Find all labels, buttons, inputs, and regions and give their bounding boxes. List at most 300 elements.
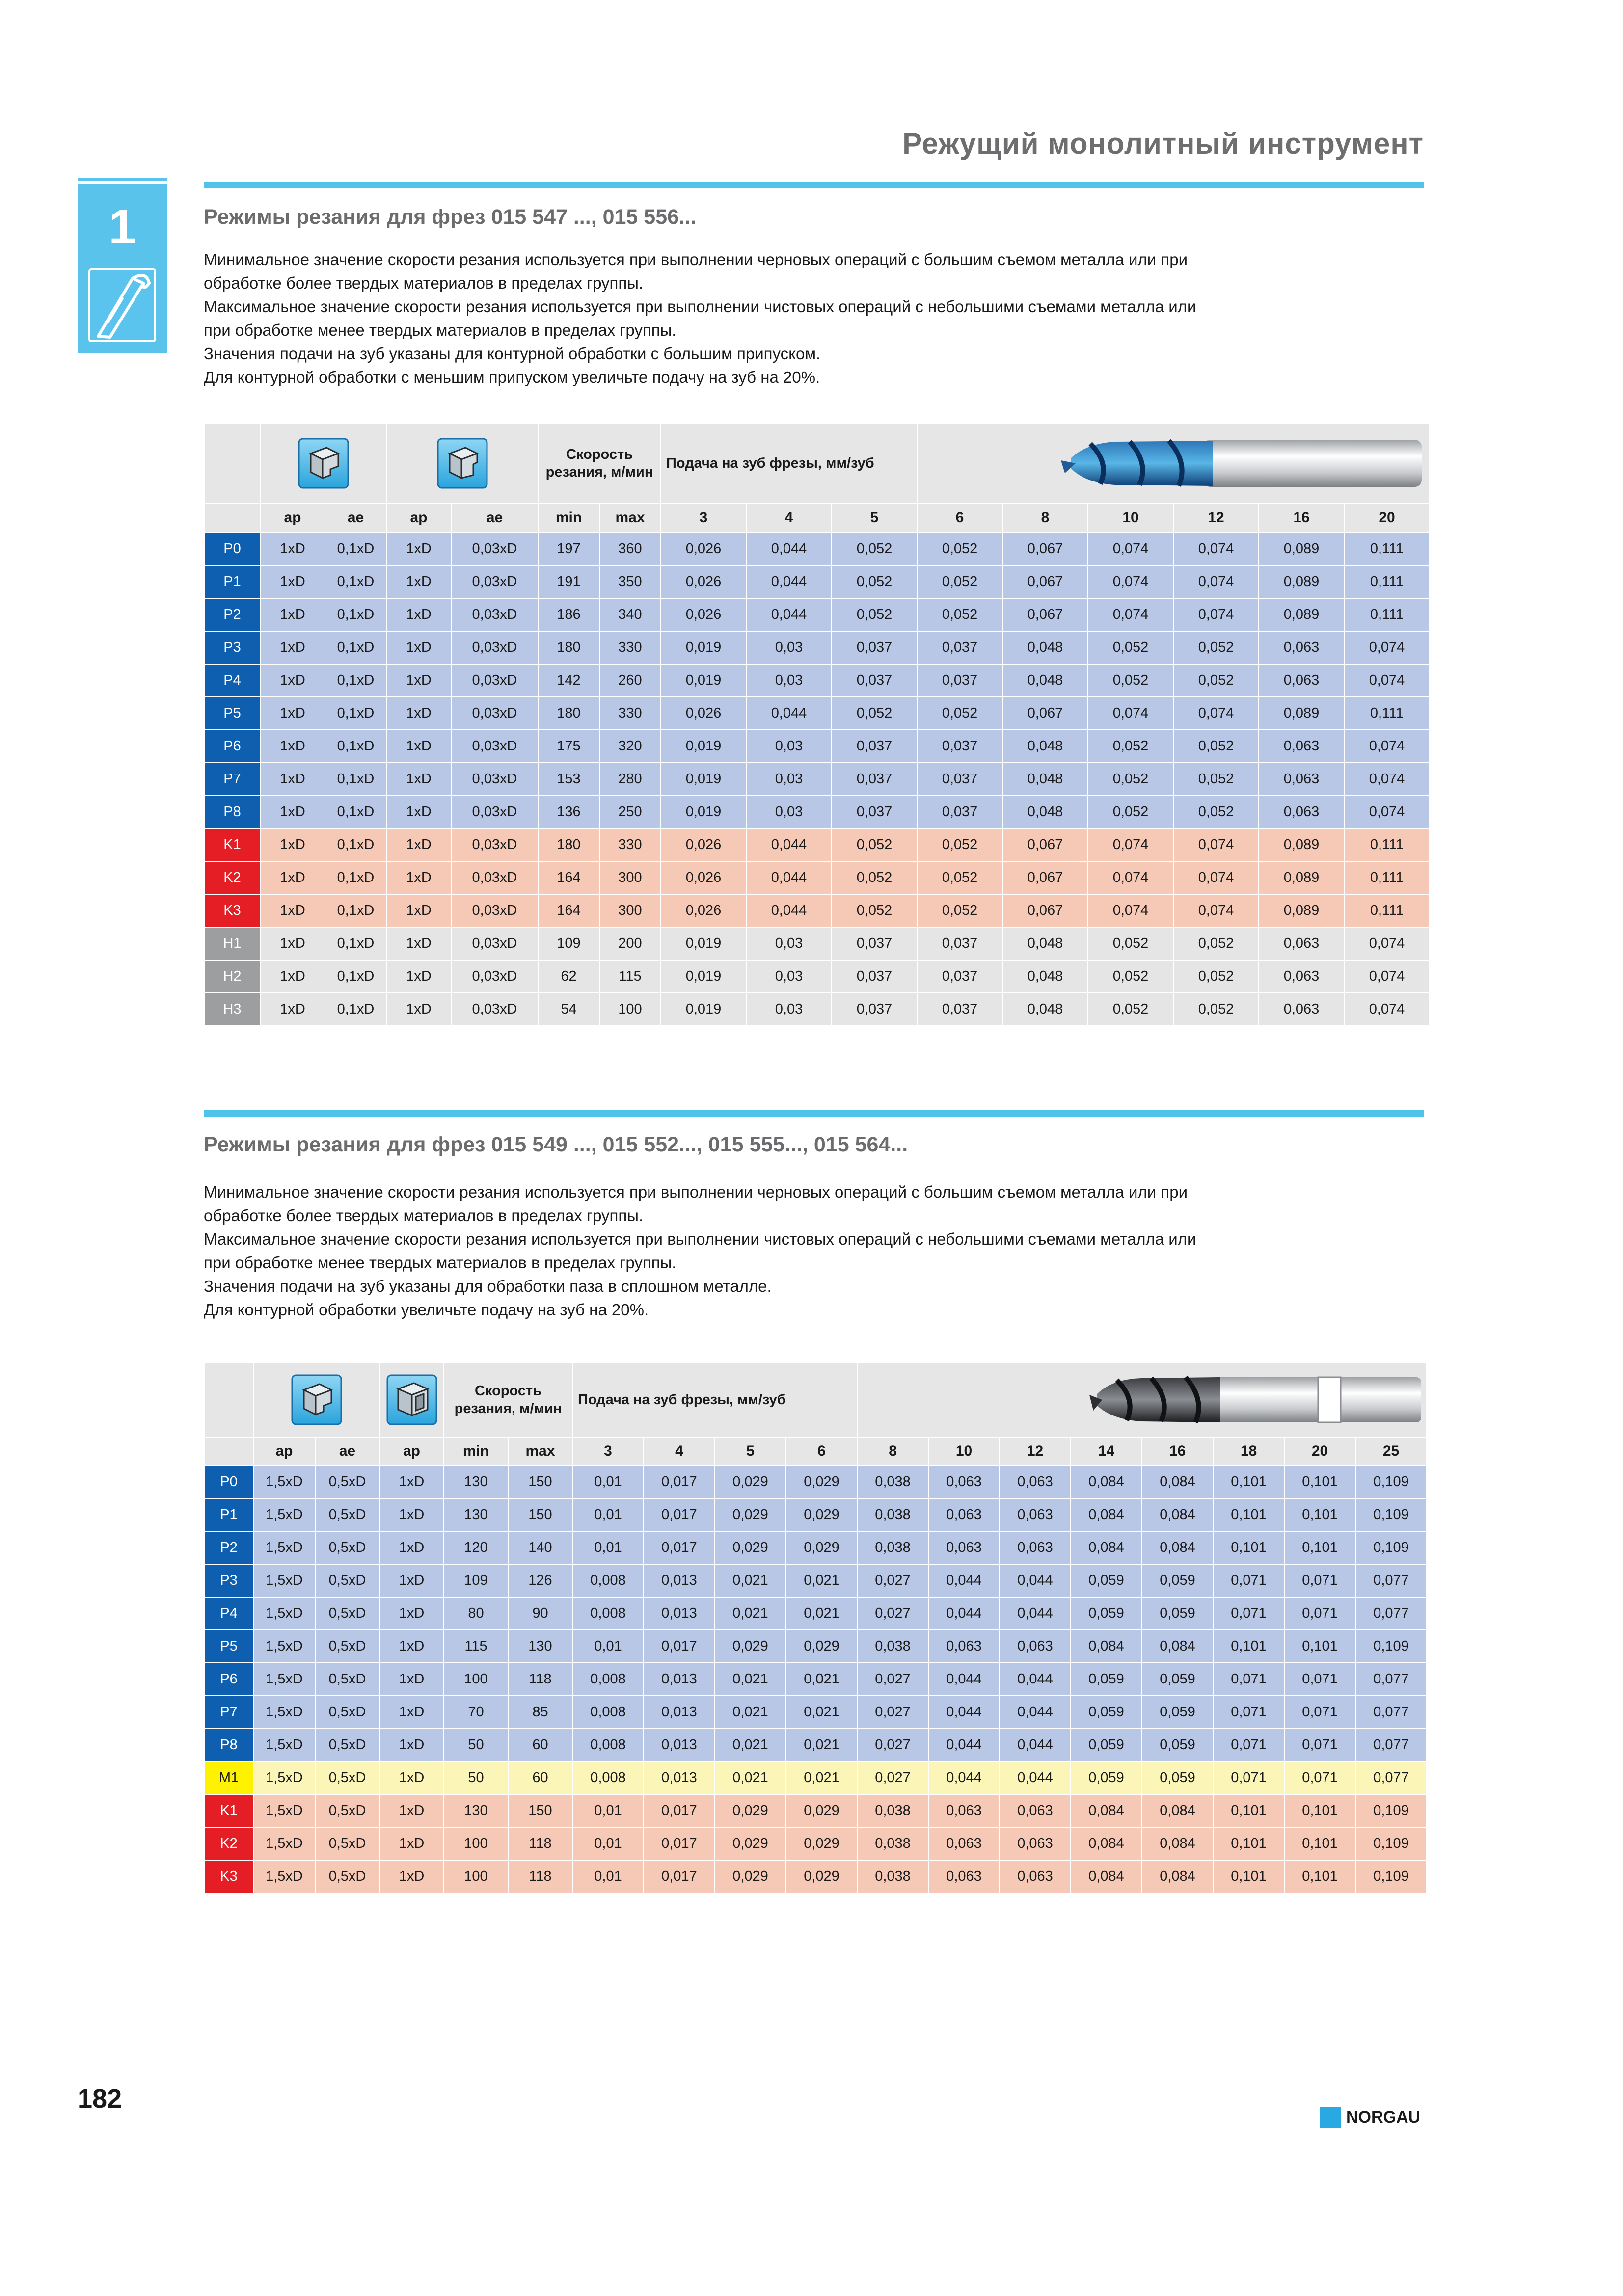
table2-cell: 0,059: [1142, 1597, 1213, 1630]
table2-cell: 0,059: [1142, 1564, 1213, 1597]
table1-material-code: K1: [204, 828, 260, 861]
table2-material-code: P6: [204, 1663, 253, 1696]
table1-cell: 0,052: [1088, 763, 1173, 796]
table2-row: [204, 1794, 1427, 1827]
table1-material-code: K2: [204, 861, 260, 894]
table2-cell: 0,044: [1000, 1597, 1071, 1630]
table1-cell: 0,111: [1344, 598, 1430, 631]
table2-cell: 0,084: [1142, 1498, 1213, 1531]
table1-cell: 350: [599, 565, 661, 598]
table2-cell: 0,071: [1284, 1729, 1355, 1762]
table1-cell: 1xD: [386, 730, 451, 763]
table2-cell: 0,044: [928, 1762, 1000, 1794]
table1-cell: 0,052: [1173, 763, 1259, 796]
table2-cell: 140: [508, 1531, 572, 1564]
table2-cell: 115: [444, 1630, 508, 1663]
table1-cell: 0,037: [917, 763, 1002, 796]
table2-cell: 1xD: [379, 1531, 444, 1564]
table2-cell: 0,5xD: [315, 1466, 379, 1498]
table1-cell: 0,089: [1259, 894, 1344, 927]
table1-cell: 0,026: [661, 894, 746, 927]
table2-cell: 0,071: [1213, 1696, 1284, 1729]
table1-row: [204, 533, 1430, 565]
table1-cell: 0,1xD: [325, 697, 386, 730]
table1-code-header: [204, 503, 260, 533]
table1-cell: 164: [538, 861, 599, 894]
section2-title: Режимы резания для фрез 015 549 ..., 015 552..., 015 555..., 015 564...: [204, 1133, 908, 1156]
table2-row: [204, 1564, 1427, 1597]
table1-cell: 0,048: [1002, 993, 1088, 1026]
table1-corner-cell: [204, 424, 260, 503]
table2-cell: 130: [444, 1466, 508, 1498]
table2-cell: 0,044: [1000, 1696, 1071, 1729]
table2-cell: 0,017: [644, 1466, 715, 1498]
table1-cell: 0,1xD: [325, 960, 386, 993]
table1-cell: 0,037: [917, 631, 1002, 664]
table1-cell: 0,03xD: [451, 631, 538, 664]
table1-column-header: 20: [1344, 503, 1430, 533]
table1-cell: 1xD: [260, 861, 325, 894]
table2-cell: 100: [444, 1860, 508, 1893]
table2-cell: 0,029: [786, 1531, 857, 1564]
table2-speed-header: Скорость резания, м/мин: [444, 1362, 572, 1437]
table2-cell: 0,029: [786, 1860, 857, 1893]
table1-cell: 0,03xD: [451, 664, 538, 697]
table1-cell: 0,026: [661, 533, 746, 565]
table1-cell: 0,063: [1259, 796, 1344, 828]
table2-cell: 0,071: [1213, 1729, 1284, 1762]
table1-material-code: K3: [204, 894, 260, 927]
table1-cell: 191: [538, 565, 599, 598]
section2-description-line: обработке более твердых материалов в пределах группы.: [204, 1206, 644, 1225]
table2-cell: 0,038: [857, 1860, 928, 1893]
table1-cell: 0,026: [661, 565, 746, 598]
table1-cell: 0,111: [1344, 894, 1430, 927]
table1-column-header: 8: [1002, 503, 1088, 533]
table2-cell: 0,027: [857, 1696, 928, 1729]
table2-row: [204, 1630, 1427, 1663]
table2-cell: 1xD: [379, 1663, 444, 1696]
table2-cell: 118: [508, 1860, 572, 1893]
table1-cell: 0,037: [832, 960, 917, 993]
table1-cell: 0,074: [1088, 533, 1173, 565]
table2-cell: 0,008: [572, 1696, 644, 1729]
table2-material-code: P8: [204, 1729, 253, 1762]
table2-cell: 0,021: [786, 1696, 857, 1729]
table1-material-code: P8: [204, 796, 260, 828]
table1-cell: 0,063: [1259, 927, 1344, 960]
table2-material-code: P3: [204, 1564, 253, 1597]
chapter-number: 1: [108, 199, 136, 254]
table2-cell: 0,084: [1071, 1630, 1142, 1663]
table2-cell: 0,021: [715, 1663, 786, 1696]
table2-cell: 0,109: [1355, 1827, 1427, 1860]
table2-cell: 0,071: [1284, 1663, 1355, 1696]
table2-cell: 0,063: [928, 1794, 1000, 1827]
table1-column-header: ap: [260, 503, 325, 533]
table2-row: [204, 1860, 1427, 1893]
table2-cell: 0,017: [644, 1860, 715, 1893]
table2-cell: 0,017: [644, 1827, 715, 1860]
section1-description-line: Значения подачи на зуб указаны для контурной обработки с большим припуском.: [204, 345, 821, 363]
section2-description-line: Значения подачи на зуб указаны для обработки паза в сплошном металле.: [204, 1277, 772, 1295]
table2-cell: 0,071: [1284, 1696, 1355, 1729]
table2-cell: 1,5xD: [253, 1762, 315, 1794]
table2-material-code: P2: [204, 1531, 253, 1564]
mill-tool-icon: [88, 268, 156, 342]
table2-body: [204, 1466, 1427, 1893]
table2-material-code: P1: [204, 1498, 253, 1531]
table2-cell: 0,077: [1355, 1762, 1427, 1794]
table1-cell: 0,089: [1259, 697, 1344, 730]
table1-cell: 0,067: [1002, 533, 1088, 565]
shoulder-milling-icon: [436, 437, 489, 490]
table2-cell: 80: [444, 1597, 508, 1630]
table1-cell: 330: [599, 631, 661, 664]
table1-cell: 0,026: [661, 828, 746, 861]
table2-cell: 1xD: [379, 1729, 444, 1762]
table1-cell: 0,1xD: [325, 565, 386, 598]
table1-cell: 330: [599, 828, 661, 861]
table1-cell: 0,052: [1173, 730, 1259, 763]
table2-cell: 0,017: [644, 1630, 715, 1663]
table2-cell: 0,038: [857, 1827, 928, 1860]
table2-cell: 1,5xD: [253, 1860, 315, 1893]
table2-cell: 0,021: [786, 1729, 857, 1762]
table2-column-header: 16: [1142, 1437, 1213, 1466]
table2-cell: 100: [444, 1827, 508, 1860]
table1-cell: 0,048: [1002, 730, 1088, 763]
table1-cell: 175: [538, 730, 599, 763]
section1-description-line: Для контурной обработки с меньшим припуском увеличьте подачу на зуб на 20%.: [204, 368, 820, 386]
table2-cell: 0,101: [1213, 1630, 1284, 1663]
table2-material-code: M1: [204, 1762, 253, 1794]
table1-cell: 0,03xD: [451, 533, 538, 565]
table1-cell: 0,1xD: [325, 894, 386, 927]
table1-column-header: 16: [1259, 503, 1344, 533]
table1-cell: 0,1xD: [325, 664, 386, 697]
table2-cell: 0,021: [786, 1564, 857, 1597]
table2-row: [204, 1827, 1427, 1860]
table2-cell: 0,044: [928, 1663, 1000, 1696]
table1-cell: 0,048: [1002, 927, 1088, 960]
table1-material-code: P2: [204, 598, 260, 631]
table1-cell: 0,037: [832, 796, 917, 828]
table1-cell: 1xD: [386, 598, 451, 631]
table2-cell: 0,063: [1000, 1531, 1071, 1564]
table1-cell: 0,052: [1173, 993, 1259, 1026]
table2-cell: 0,013: [644, 1597, 715, 1630]
table2-slot-icon-cell: [379, 1362, 444, 1437]
table1-column-header: ap: [386, 503, 451, 533]
table2-cell: 0,084: [1071, 1498, 1142, 1531]
table1-cell: 0,052: [1088, 927, 1173, 960]
table1-cell: 0,044: [746, 828, 832, 861]
table2-cell: 1xD: [379, 1827, 444, 1860]
table1-cell: 0,03xD: [451, 598, 538, 631]
table1-cell: 0,067: [1002, 565, 1088, 598]
table2-cell: 1,5xD: [253, 1663, 315, 1696]
table1-cell: 0,019: [661, 927, 746, 960]
table2-cell: 0,059: [1071, 1696, 1142, 1729]
table1-cell: 1xD: [386, 664, 451, 697]
table2-cell: 0,5xD: [315, 1564, 379, 1597]
table2-cell: 0,008: [572, 1729, 644, 1762]
table1-cell: 0,074: [1344, 664, 1430, 697]
table1-row: [204, 730, 1430, 763]
table1-cell: 0,1xD: [325, 828, 386, 861]
table1-cell: 0,03: [746, 927, 832, 960]
table2-cell: 1xD: [379, 1466, 444, 1498]
table2-cell: 0,021: [786, 1597, 857, 1630]
table1-body: [204, 533, 1430, 1026]
table2-cell: 60: [508, 1762, 572, 1794]
table1-cell: 1xD: [260, 631, 325, 664]
table2-cell: 0,059: [1071, 1564, 1142, 1597]
table2-column-header: 10: [928, 1437, 1000, 1466]
table2-row: [204, 1762, 1427, 1794]
table1-cell: 0,048: [1002, 631, 1088, 664]
table2-cell: 0,021: [715, 1597, 786, 1630]
table2-cell: 0,109: [1355, 1466, 1427, 1498]
table1-tool-image-cell: [917, 424, 1430, 503]
table1-cell: 164: [538, 894, 599, 927]
page-header-title: Режущий монолитный инструмент: [902, 127, 1424, 160]
table1-material-code: P1: [204, 565, 260, 598]
table1-material-code: H1: [204, 927, 260, 960]
section1-description: [204, 248, 1426, 389]
table1-cell: 0,074: [1344, 796, 1430, 828]
table1-cell: 0,026: [661, 861, 746, 894]
table2-cell: 0,084: [1071, 1827, 1142, 1860]
section1-description-line: Максимальное значение скорости резания используется при выполнении чистовых операций с небольшими съемами металла или: [204, 297, 1196, 316]
table1-cell: 0,089: [1259, 828, 1344, 861]
table1-cell: 0,089: [1259, 861, 1344, 894]
table2-cell: 0,044: [928, 1696, 1000, 1729]
table1-row: [204, 565, 1430, 598]
table1-cell: 0,067: [1002, 697, 1088, 730]
table1-cell: 1xD: [260, 598, 325, 631]
table1-speed-header: Скорость резания, м/мин: [538, 424, 661, 503]
table1-cell: 0,074: [1344, 960, 1430, 993]
table2-cell: 0,027: [857, 1597, 928, 1630]
table2-cell: 0,5xD: [315, 1762, 379, 1794]
table1-cell: 0,019: [661, 664, 746, 697]
table1-cell: 0,052: [917, 894, 1002, 927]
table2-column-header: 6: [786, 1437, 857, 1466]
table2-cell: 0,077: [1355, 1696, 1427, 1729]
section2-description-line: Для контурной обработки увеличьте подачу на зуб на 20%.: [204, 1301, 649, 1319]
table1-cell: 0,074: [1173, 565, 1259, 598]
table2-cell: 109: [444, 1564, 508, 1597]
table2-cell: 0,008: [572, 1564, 644, 1597]
table1-cell: 0,052: [832, 533, 917, 565]
table1-material-code: P3: [204, 631, 260, 664]
table2-cell: 0,01: [572, 1531, 644, 1564]
table1-cell: 0,03xD: [451, 960, 538, 993]
table1-cell: 1xD: [386, 993, 451, 1026]
table1-cell: 0,03xD: [451, 828, 538, 861]
table1-column-header: 10: [1088, 503, 1173, 533]
table1-cell: 0,019: [661, 730, 746, 763]
table1-cell: 0,048: [1002, 960, 1088, 993]
table2-cell: 0,059: [1142, 1663, 1213, 1696]
table2-cell: 0,101: [1213, 1498, 1284, 1531]
table1-row: [204, 960, 1430, 993]
table1-cell: 0,044: [746, 565, 832, 598]
table2-cell: 130: [508, 1630, 572, 1663]
table2-cell: 0,013: [644, 1729, 715, 1762]
table2-cell: 0,027: [857, 1564, 928, 1597]
table2-cell: 0,063: [1000, 1860, 1071, 1893]
table2-cell: 0,044: [1000, 1762, 1071, 1794]
table1-row: [204, 631, 1430, 664]
table2-column-header: 20: [1284, 1437, 1355, 1466]
table2-cell: 1,5xD: [253, 1498, 315, 1531]
table2-cell: 0,109: [1355, 1498, 1427, 1531]
table2-cell: 0,013: [644, 1696, 715, 1729]
table1-cell: 0,074: [1173, 861, 1259, 894]
table1-cell: 0,074: [1173, 697, 1259, 730]
table1-cell: 0,052: [917, 533, 1002, 565]
table2-cell: 150: [508, 1498, 572, 1531]
table1-cell: 0,037: [832, 631, 917, 664]
table1-cell: 0,052: [832, 828, 917, 861]
table1-cell: 142: [538, 664, 599, 697]
table1-cell: 0,03xD: [451, 796, 538, 828]
table2-cell: 85: [508, 1696, 572, 1729]
table2-cell: 150: [508, 1794, 572, 1827]
section2-description: [204, 1180, 1426, 1322]
table1-cell: 0,03xD: [451, 763, 538, 796]
table2-cell: 0,063: [1000, 1630, 1071, 1663]
table1-material-code: P5: [204, 697, 260, 730]
table1-cell: 0,1xD: [325, 533, 386, 565]
section2-table-wrap: [204, 1362, 1426, 1894]
table2-cell: 1,5xD: [253, 1729, 315, 1762]
table1-column-header: 5: [832, 503, 917, 533]
table1-cell: 0,037: [917, 993, 1002, 1026]
table1-cell: 0,074: [1088, 565, 1173, 598]
table1-cell: 1xD: [260, 730, 325, 763]
table1-cell: 0,026: [661, 697, 746, 730]
table2-cell: 0,077: [1355, 1729, 1427, 1762]
table2-row: [204, 1696, 1427, 1729]
table2-column-header: 5: [715, 1437, 786, 1466]
table1-cell: 1xD: [260, 960, 325, 993]
table1-finish-icon-cell: [386, 424, 538, 503]
table2-cell: 130: [444, 1794, 508, 1827]
table2-row: [204, 1729, 1427, 1762]
table1-cell: 0,074: [1173, 598, 1259, 631]
table2-cell: 0,044: [1000, 1663, 1071, 1696]
table2-cell: 0,01: [572, 1630, 644, 1663]
table2-cell: 1,5xD: [253, 1696, 315, 1729]
table1-cell: 0,052: [917, 828, 1002, 861]
table1-cell: 1xD: [386, 828, 451, 861]
table1-cell: 360: [599, 533, 661, 565]
table2-cell: 0,5xD: [315, 1531, 379, 1564]
table1-cell: 0,026: [661, 598, 746, 631]
table1-cell: 0,074: [1173, 828, 1259, 861]
table1-cell: 0,074: [1344, 631, 1430, 664]
table1-cell: 1xD: [260, 993, 325, 1026]
table2-cell: 0,063: [1000, 1498, 1071, 1531]
table1-cell: 0,052: [1088, 796, 1173, 828]
table2-cell: 1xD: [379, 1762, 444, 1794]
table2-material-code: K2: [204, 1827, 253, 1860]
table2-cell: 0,109: [1355, 1630, 1427, 1663]
table2-cell: 0,101: [1213, 1794, 1284, 1827]
table2-material-code: P4: [204, 1597, 253, 1630]
table2-cell: 120: [444, 1531, 508, 1564]
table1-cell: 200: [599, 927, 661, 960]
table1-cell: 0,044: [746, 598, 832, 631]
table2-cell: 0,044: [928, 1729, 1000, 1762]
table2-cell: 0,044: [1000, 1729, 1071, 1762]
table1-cell: 260: [599, 664, 661, 697]
table1-cell: 0,03: [746, 631, 832, 664]
table2-cell: 1xD: [379, 1498, 444, 1531]
chapter-tab: [78, 184, 167, 353]
table1-cell: 280: [599, 763, 661, 796]
table2-column-header: 3: [572, 1437, 644, 1466]
table2-cell: 0,063: [928, 1860, 1000, 1893]
table1-cell: 0,063: [1259, 730, 1344, 763]
table2-material-code: P5: [204, 1630, 253, 1663]
table1-cell: 0,044: [746, 697, 832, 730]
table1-cell: 0,03xD: [451, 861, 538, 894]
table1-material-code: P4: [204, 664, 260, 697]
table2-cell: 0,029: [786, 1827, 857, 1860]
table1-cell: 0,074: [1173, 894, 1259, 927]
slot-milling-icon: [385, 1373, 438, 1426]
table2-row: [204, 1663, 1427, 1696]
table2-cell: 50: [444, 1762, 508, 1794]
section1-title: Режимы резания для фрез 015 547 ..., 015 556...: [204, 205, 697, 229]
table1-cell: 0,089: [1259, 533, 1344, 565]
table1-cell: 330: [599, 697, 661, 730]
table2-cell: 0,013: [644, 1762, 715, 1794]
table2-cell: 0,029: [715, 1498, 786, 1531]
table1-cell: 0,03xD: [451, 697, 538, 730]
table1-cell: 0,019: [661, 631, 746, 664]
section2-rule: [204, 1110, 1424, 1117]
table1-row: [204, 796, 1430, 828]
table2-cell: 0,077: [1355, 1597, 1427, 1630]
table2-cell: 0,017: [644, 1498, 715, 1531]
cutting-data-table-1: [204, 423, 1430, 1026]
table1-cell: 0,1xD: [325, 993, 386, 1026]
table1-cell: 153: [538, 763, 599, 796]
table2-cell: 0,084: [1142, 1860, 1213, 1893]
table2-cell: 1,5xD: [253, 1827, 315, 1860]
table2-cell: 0,109: [1355, 1531, 1427, 1564]
table2-cell: 0,027: [857, 1663, 928, 1696]
table2-cell: 150: [508, 1466, 572, 1498]
table2-cell: 0,059: [1071, 1597, 1142, 1630]
table2-cell: 0,063: [928, 1498, 1000, 1531]
table2-cell: 0,101: [1284, 1860, 1355, 1893]
table1-column-header: 4: [746, 503, 832, 533]
table1-cell: 0,037: [917, 664, 1002, 697]
table2-cell: 0,059: [1142, 1729, 1213, 1762]
table2-cell: 0,027: [857, 1729, 928, 1762]
table2-cell: 0,021: [715, 1696, 786, 1729]
table1-cell: 0,052: [832, 861, 917, 894]
table1-cell: 0,03xD: [451, 565, 538, 598]
table2-cell: 0,008: [572, 1762, 644, 1794]
